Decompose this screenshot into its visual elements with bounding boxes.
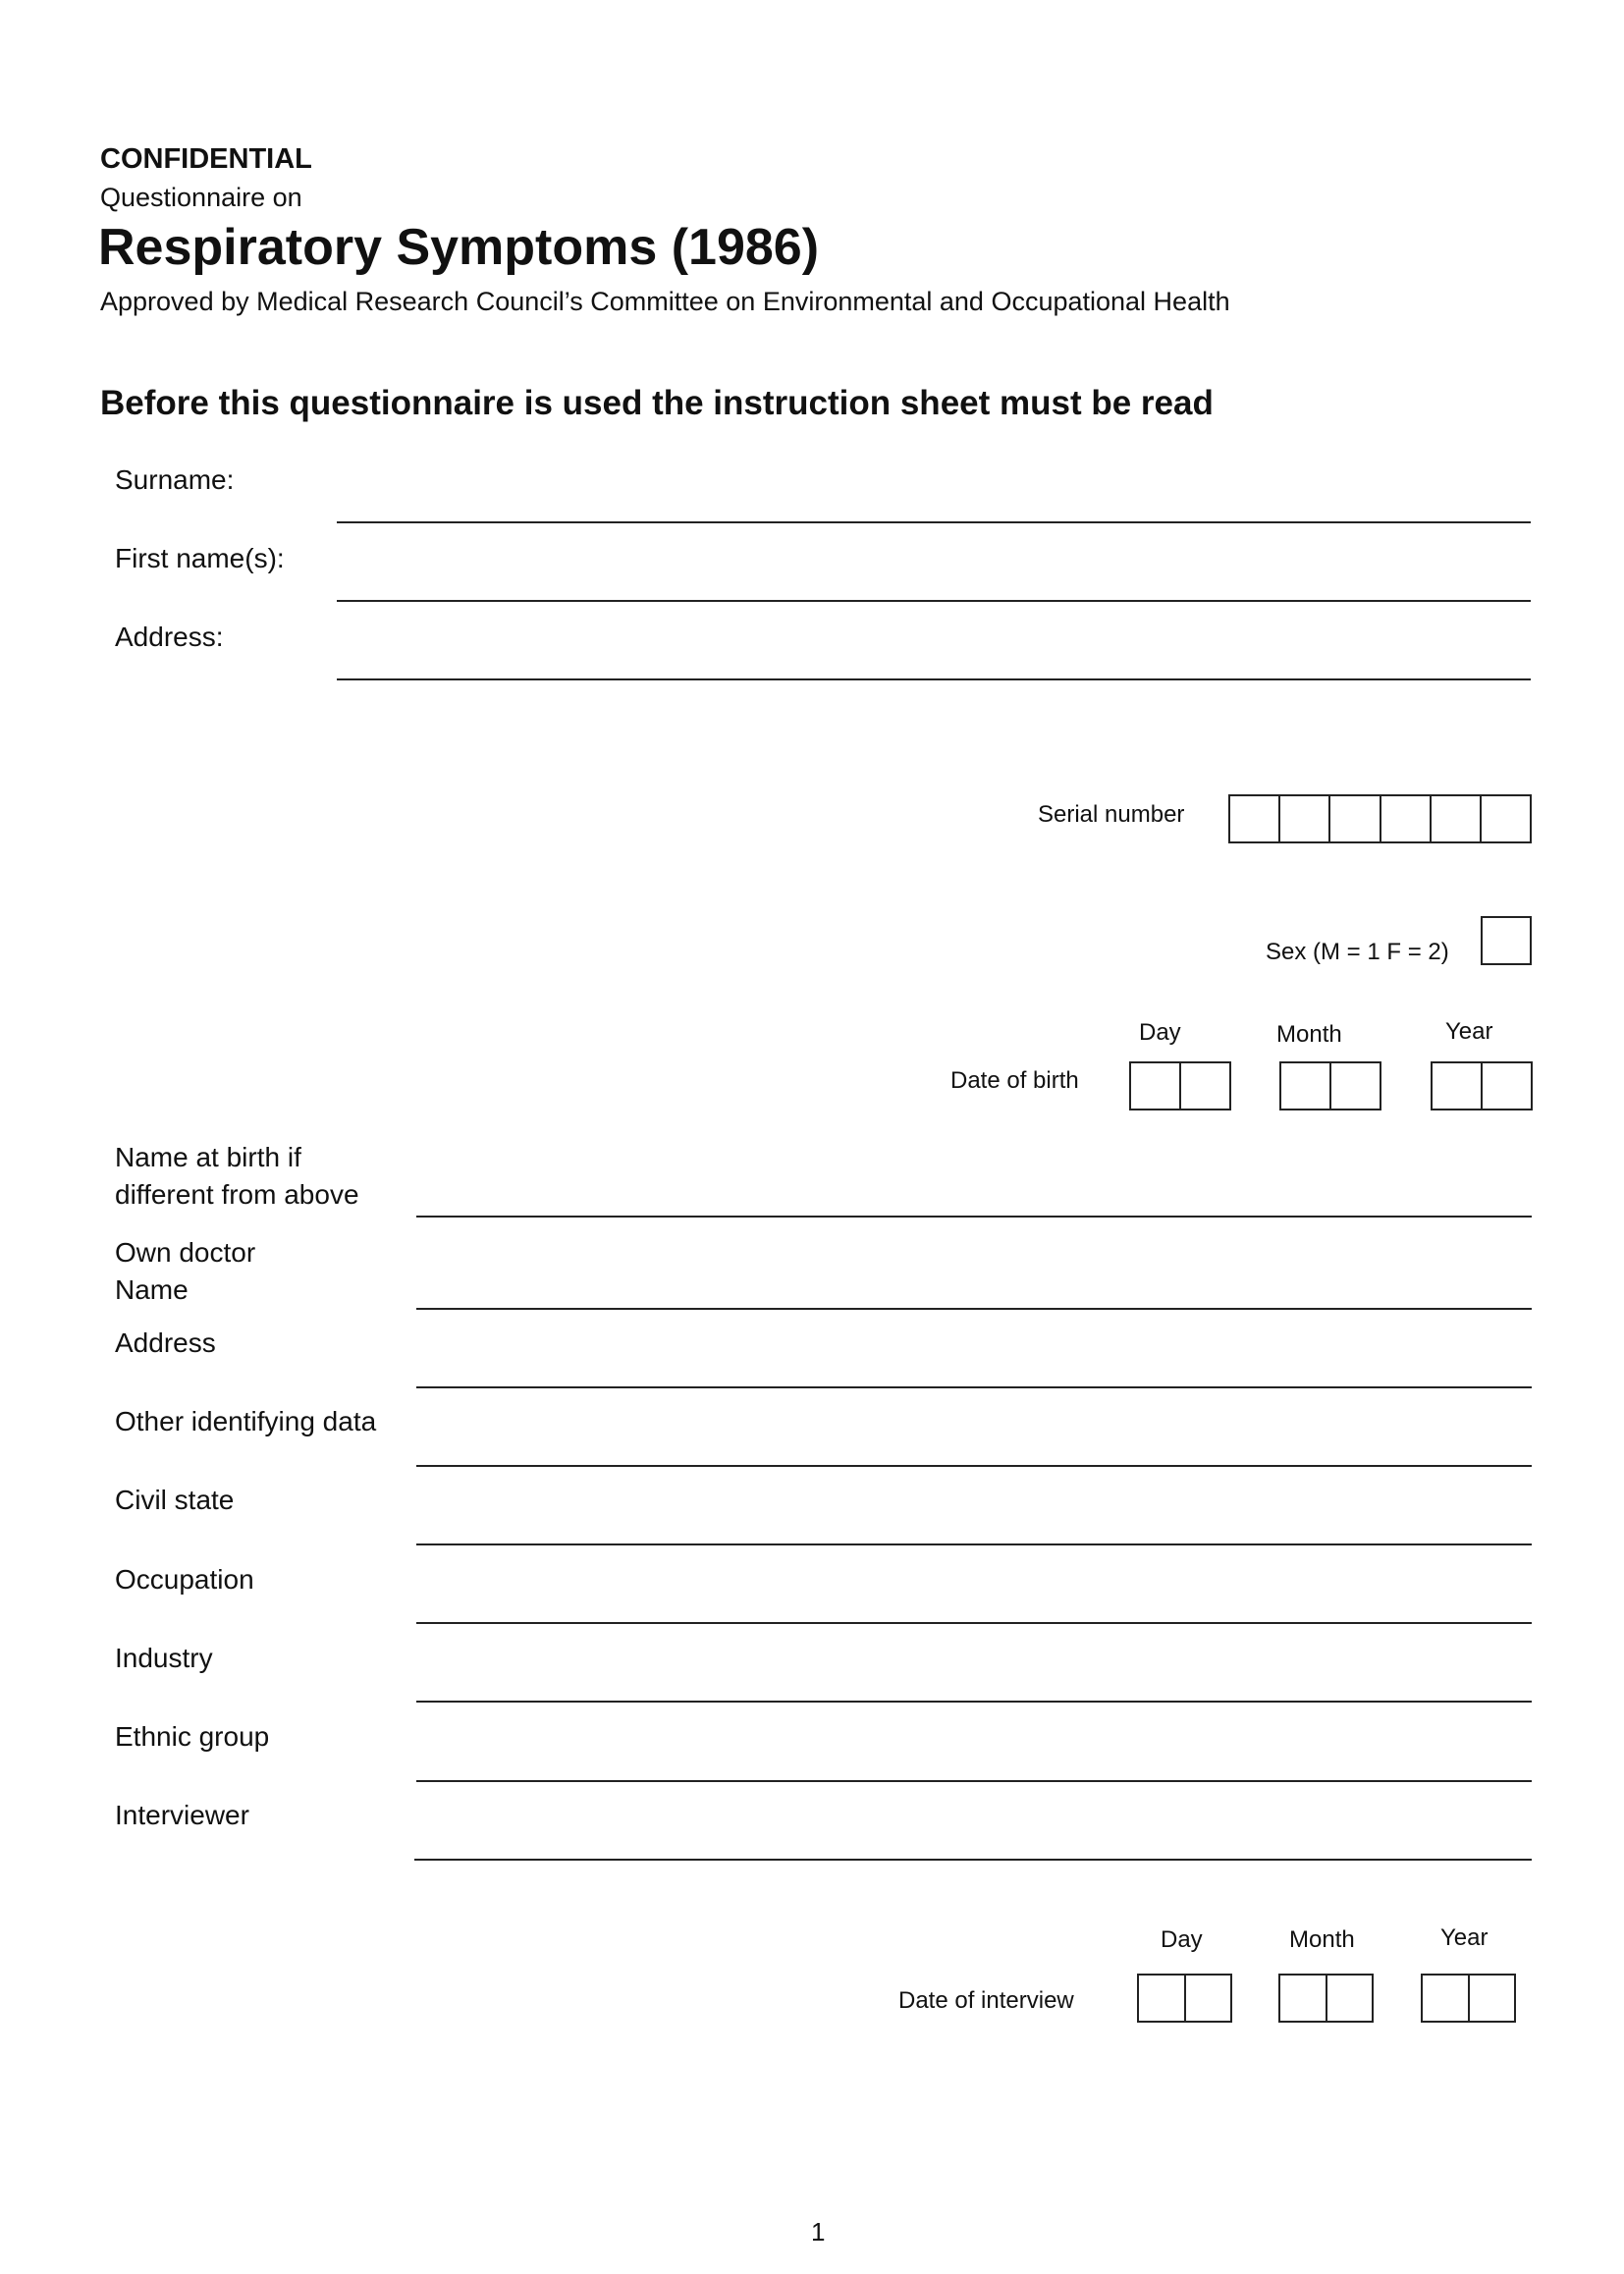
address-label: Address: (115, 622, 224, 652)
doi-day-boxes[interactable] (1137, 1974, 1232, 2023)
doi-day-cell[interactable] (1186, 1976, 1231, 2021)
occupation-label: Occupation (115, 1564, 254, 1595)
serial-number-cell[interactable] (1482, 796, 1530, 841)
serial-number-cell[interactable] (1432, 796, 1482, 841)
doi-year-cell[interactable] (1470, 1976, 1515, 2021)
doi-month-cell[interactable] (1280, 1976, 1327, 2021)
doi-month-header: Month (1289, 1926, 1355, 1953)
doctor-address-label: Address (115, 1327, 216, 1358)
doi-year-cell[interactable] (1423, 1976, 1470, 2021)
doctor-name-field-line[interactable] (416, 1308, 1532, 1310)
dob-year-boxes[interactable] (1431, 1061, 1533, 1110)
dob-day-boxes[interactable] (1129, 1061, 1231, 1110)
questionnaire-on-text: Questionnaire on (100, 183, 302, 212)
date-of-birth-label: Date of birth (950, 1067, 1079, 1094)
serial-number-cell[interactable] (1280, 796, 1330, 841)
serial-number-boxes[interactable] (1228, 794, 1532, 843)
surname-field-line[interactable] (337, 521, 1531, 523)
interviewer-field-line[interactable] (414, 1859, 1532, 1861)
sex-label: Sex (M = 1 F = 2) (1266, 939, 1449, 965)
doi-month-boxes[interactable] (1278, 1974, 1374, 2023)
page-number: 1 (811, 2217, 826, 2247)
instruction-heading: Before this questionnaire is used the instruction sheet must be read (100, 384, 1214, 422)
address-field-line[interactable] (337, 678, 1531, 680)
other-identifying-label: Other identifying data (115, 1406, 377, 1436)
dob-year-cell[interactable] (1433, 1063, 1483, 1109)
dob-day-header: Day (1139, 1019, 1181, 1046)
doi-year-header: Year (1440, 1924, 1489, 1951)
sex-box[interactable] (1481, 916, 1532, 965)
name-at-birth-label-line2: different from above (115, 1179, 359, 1210)
dob-month-header: Month (1276, 1021, 1342, 1048)
dob-year-cell[interactable] (1483, 1063, 1531, 1109)
dob-month-boxes[interactable] (1279, 1061, 1381, 1110)
surname-label: Surname: (115, 464, 235, 495)
industry-field-line[interactable] (416, 1701, 1532, 1703)
doi-year-boxes[interactable] (1421, 1974, 1516, 2023)
doi-month-cell[interactable] (1327, 1976, 1373, 2021)
interviewer-label: Interviewer (115, 1800, 249, 1830)
date-of-interview-label: Date of interview (898, 1987, 1074, 2014)
serial-number-cell[interactable] (1330, 796, 1380, 841)
doi-day-header: Day (1161, 1926, 1203, 1953)
serial-number-cell[interactable] (1230, 796, 1280, 841)
dob-day-cell[interactable] (1181, 1063, 1229, 1109)
serial-number-cell[interactable] (1381, 796, 1432, 841)
dob-day-cell[interactable] (1131, 1063, 1181, 1109)
ethnic-group-field-line[interactable] (416, 1780, 1532, 1782)
name-at-birth-label: Name at birth if (115, 1142, 301, 1172)
dob-year-header: Year (1445, 1018, 1493, 1045)
doctor-name-label: Name (115, 1274, 189, 1305)
industry-label: Industry (115, 1643, 213, 1673)
name-at-birth-field-line[interactable] (416, 1216, 1532, 1218)
doi-day-cell[interactable] (1139, 1976, 1186, 2021)
dob-month-cell[interactable] (1281, 1063, 1331, 1109)
approved-by-text: Approved by Medical Research Council’s Committee on Environmental and Occupational Health (100, 287, 1230, 316)
civil-state-field-line[interactable] (416, 1543, 1532, 1545)
serial-number-label: Serial number (1038, 801, 1185, 828)
first-names-label: First name(s): (115, 543, 285, 573)
occupation-field-line[interactable] (416, 1622, 1532, 1624)
other-identifying-field-line[interactable] (416, 1465, 1532, 1467)
first-names-field-line[interactable] (337, 600, 1531, 602)
page-title: Respiratory Symptoms (1986) (98, 219, 820, 276)
confidential-label: CONFIDENTIAL (100, 143, 312, 175)
civil-state-label: Civil state (115, 1485, 235, 1515)
doctor-address-field-line[interactable] (416, 1386, 1532, 1388)
dob-month-cell[interactable] (1331, 1063, 1380, 1109)
ethnic-group-label: Ethnic group (115, 1721, 270, 1752)
own-doctor-label: Own doctor (115, 1237, 256, 1268)
